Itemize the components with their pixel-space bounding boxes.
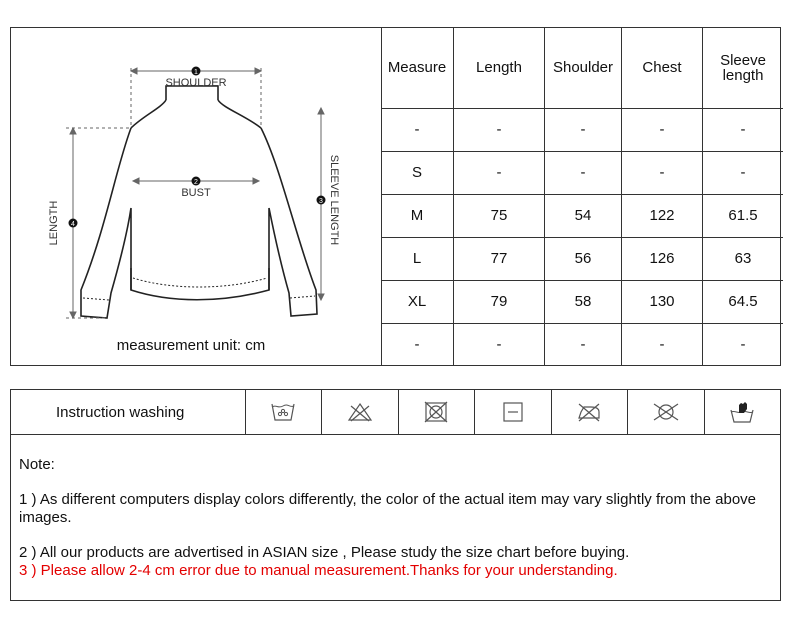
no-dry-clean-icon xyxy=(651,401,681,423)
measure-markers xyxy=(69,67,326,229)
header-chest: Chest xyxy=(622,28,703,108)
cell-length: - xyxy=(454,151,545,194)
cell-size: - xyxy=(381,108,454,151)
cell-chest: - xyxy=(622,108,703,151)
shoulder-label: SHOULDER xyxy=(165,77,227,89)
wash-cell xyxy=(705,390,781,434)
wash-cell xyxy=(628,390,705,434)
marker-3-label: 3 xyxy=(319,198,323,205)
cell-shoulder: - xyxy=(545,323,622,365)
wash-cell xyxy=(322,390,399,434)
dry-flat-icon xyxy=(500,401,526,423)
cell-sleeve: - xyxy=(703,323,784,365)
table-row xyxy=(381,151,783,194)
cell-sleeve: 61.5 xyxy=(703,194,784,237)
sweater-outline xyxy=(81,86,317,318)
wash-cell xyxy=(475,390,552,434)
cell-size: XL xyxy=(381,280,454,323)
hand-wash-icon xyxy=(729,400,755,424)
table-row xyxy=(381,280,783,323)
header-measure: Measure xyxy=(381,28,454,108)
garment-diagram-cell xyxy=(11,28,382,365)
cell-length: 77 xyxy=(454,237,545,280)
sleeve-length-label: SLEEVE LENGTH xyxy=(328,154,340,246)
cell-length: 75 xyxy=(454,194,545,237)
no-tumble-dry-icon xyxy=(423,401,449,423)
cell-sleeve: 64.5 xyxy=(703,280,784,323)
cell-shoulder: - xyxy=(545,151,622,194)
wash-cell xyxy=(552,390,629,434)
header-length: Length xyxy=(454,28,545,108)
cell-shoulder: 58 xyxy=(545,280,622,323)
cell-chest: 126 xyxy=(622,237,703,280)
cell-shoulder: 56 xyxy=(545,237,622,280)
care-and-notes-panel xyxy=(10,389,781,601)
diagram-labels xyxy=(48,77,340,245)
note-item-1: 1 ) As different computers display colors differently, the color of the actual item may vary slightly from the above images. xyxy=(19,491,757,526)
washing-label: Instruction washing xyxy=(11,390,246,434)
table-row xyxy=(381,194,783,237)
cell-length: - xyxy=(454,323,545,365)
cell-size: - xyxy=(381,323,454,365)
washing-instructions-row xyxy=(11,390,780,435)
cell-shoulder: - xyxy=(545,108,622,151)
sweater-diagram xyxy=(11,28,381,328)
cell-shoulder: 54 xyxy=(545,194,622,237)
cell-chest: 130 xyxy=(622,280,703,323)
notes-section xyxy=(19,456,774,597)
wash-30-icon xyxy=(270,401,296,423)
wash-cell xyxy=(399,390,476,434)
cell-chest: - xyxy=(622,323,703,365)
size-chart-panel xyxy=(10,27,781,366)
cell-chest: - xyxy=(622,151,703,194)
wash-cell xyxy=(246,390,323,434)
low-iron-icon xyxy=(576,401,602,423)
cell-length: 79 xyxy=(454,280,545,323)
cell-sleeve: - xyxy=(703,108,784,151)
notes-title: Note: xyxy=(19,456,55,473)
cell-sleeve: - xyxy=(703,151,784,194)
no-bleach-icon xyxy=(347,401,373,423)
cell-size: S xyxy=(381,151,454,194)
note-item-2: 2 ) All our products are advertised in ASIAN size , Please study the size chart before buying. xyxy=(19,544,630,561)
cell-sleeve: 63 xyxy=(703,237,784,280)
measurement-unit-label: measurement unit: cm xyxy=(116,337,266,354)
header-shoulder: Shoulder xyxy=(545,28,622,108)
size-table-header xyxy=(381,28,783,108)
marker-1-label: 1 xyxy=(194,69,198,76)
cell-size: L xyxy=(381,237,454,280)
cell-length: - xyxy=(454,108,545,151)
note-item-3: 3 ) Please allow 2-4 cm error due to manual measurement.Thanks for your understanding. xyxy=(19,562,618,579)
cell-chest: 122 xyxy=(622,194,703,237)
marker-2-label: 2 xyxy=(194,179,198,186)
table-row xyxy=(381,108,783,151)
table-row xyxy=(381,237,783,280)
length-label: LENGTH xyxy=(48,200,60,246)
cell-size: M xyxy=(381,194,454,237)
bust-label: BUST xyxy=(181,187,211,199)
size-table xyxy=(381,28,783,365)
header-sleeve-length: Sleeve length xyxy=(703,28,784,108)
marker-4-label: 4 xyxy=(71,221,75,228)
table-row xyxy=(381,323,783,365)
